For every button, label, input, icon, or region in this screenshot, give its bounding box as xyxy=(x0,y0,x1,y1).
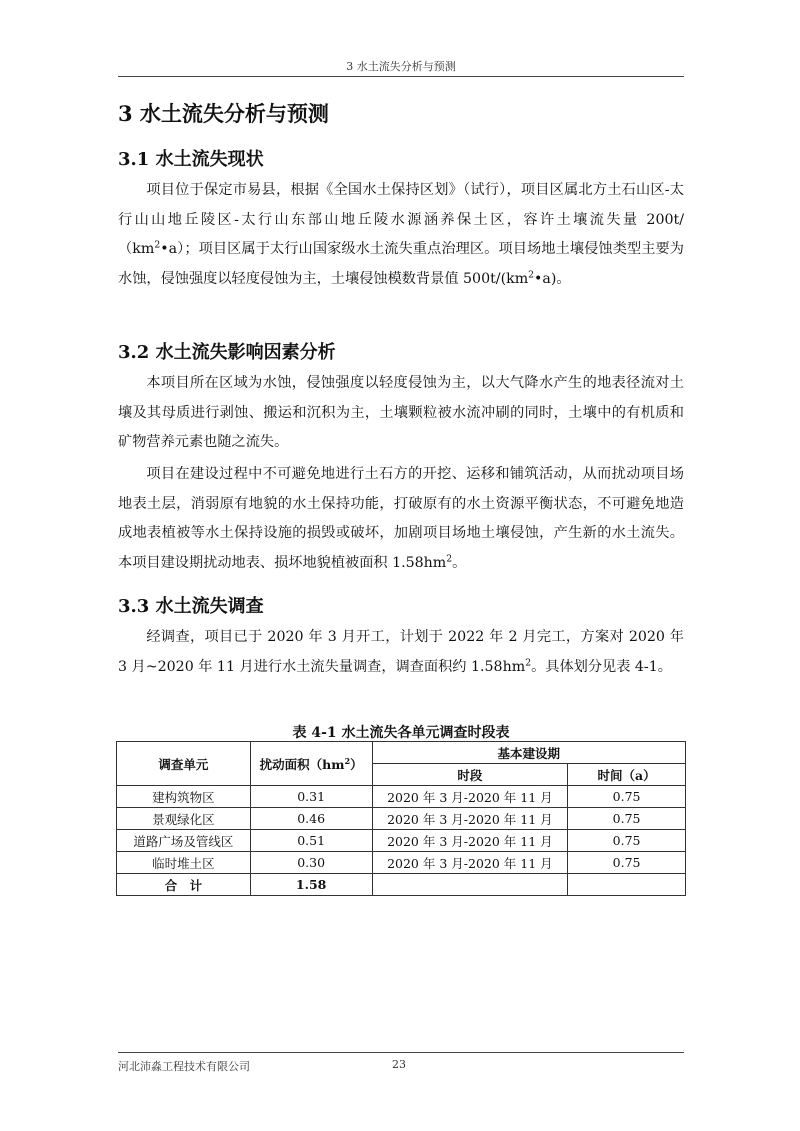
area-cell: 0.31 xyxy=(250,786,372,808)
duration-cell: 0.75 xyxy=(568,808,686,830)
section-3-2-paragraph-1: 本项目所在区域为水蚀，侵蚀强度以轻度侵蚀为主，以大气降水产生的地表径流对土壤及其母质进行剥蚀、搬运和沉积为主，土壤颗粒被水流冲刷的同时，土壤中的有机质和矿物营养元素也随之流失。 xyxy=(118,375,684,450)
unit-cell: 建构筑物区 xyxy=(117,786,251,808)
section-3-1-paragraph: 项目位于保定市易县，根据《全国水土保持区划》（试行），项目区属北方土石山区-太行山山地丘陵区-太行山东部山地丘陵水源涵养保土区，容许土壤流失量 $200t/(km^2•a)$；项目区属于太行山国家级水土流失重点治理区。项目场地土壤侵蚀类型主要为水蚀，侵蚀强度以轻度侵蚀为主，土壤侵蚀模数背景值 $500t/(km^2•a)$。 xyxy=(118,182,684,287)
empty-cell xyxy=(372,874,568,896)
unit-cell: 临时堆土区 xyxy=(117,852,251,874)
duration-cell: 0.75 xyxy=(568,830,686,852)
range-cell: 2020 年 3 月-2020 年 11 月 xyxy=(372,786,568,808)
table-row xyxy=(117,786,686,808)
total-row xyxy=(117,874,686,896)
section-3-2-title: 3.2 水土流失影响因素分析 xyxy=(118,342,336,363)
area-cell: 0.51 xyxy=(250,830,372,852)
header-time-range: 时段 xyxy=(372,764,568,786)
table-row xyxy=(117,808,686,830)
running-header: 3 水土流失分析与预测 xyxy=(346,60,456,73)
table-row xyxy=(117,830,686,852)
page-number: 23 xyxy=(392,1058,406,1071)
empty-cell xyxy=(568,874,686,896)
unit-cell: 景观绿化区 xyxy=(117,808,251,830)
section-3-3-title: 3.3 水土流失调查 xyxy=(118,596,264,617)
total-area: 1.58 xyxy=(250,874,372,896)
total-label: 合 计 xyxy=(117,874,251,896)
duration-cell: 0.75 xyxy=(568,852,686,874)
header-rule xyxy=(118,76,684,77)
section-3-3-paragraph: 经调查，项目已于 2020 年 3 月开工，计划于 2022 年 2 月完工，方案对 2020 年 3 月~2020 年 11 月进行水土流失量调查，调查面积约 $1.58hm^2$。具体划分见表 4-1。 xyxy=(118,629,684,675)
table-row xyxy=(117,852,686,874)
header-duration: 时间（a） xyxy=(568,764,686,786)
header-unit: 调查单元 xyxy=(117,742,251,786)
chapter-title: 3 水土流失分析与预测 xyxy=(118,101,329,126)
duration-cell: 0.75 xyxy=(568,786,686,808)
range-cell: 2020 年 3 月-2020 年 11 月 xyxy=(372,830,568,852)
header-construction-period: 基本建设期 xyxy=(372,742,685,764)
footer-rule xyxy=(118,1052,684,1053)
section-3-2-paragraph-2: 项目在建设过程中不可避免地进行土石方的开挖、运移和铺筑活动，从而扰动项目场地表土层，消弱原有地貌的水土保持功能，打破原有的水土资源平衡状态，不可避免地造成地表植被等水土保持设施的损毁或破坏，加剧项目场地土壤侵蚀，产生新的水土流失。本项目建设期扰动地表、损坏地貌植被面积 $1.58hm^2$。 xyxy=(118,466,684,571)
range-cell: 2020 年 3 月-2020 年 11 月 xyxy=(372,852,568,874)
unit-cell: 道路广场及管线区 xyxy=(117,830,251,852)
area-cell: 0.30 xyxy=(250,852,372,874)
header-area: 扰动面积$(hm^2)$ xyxy=(250,742,372,786)
footer-company: 河北沛淼工程技术有限公司 xyxy=(118,1060,250,1073)
range-cell: 2020 年 3 月-2020 年 11 月 xyxy=(372,808,568,830)
survey-table xyxy=(116,741,686,896)
table-caption: 表 4-1 水土流失各单元调查时段表 xyxy=(292,725,510,741)
area-cell: 0.46 xyxy=(250,808,372,830)
section-3-1-title: 3.1 水土流失现状 xyxy=(118,149,264,170)
